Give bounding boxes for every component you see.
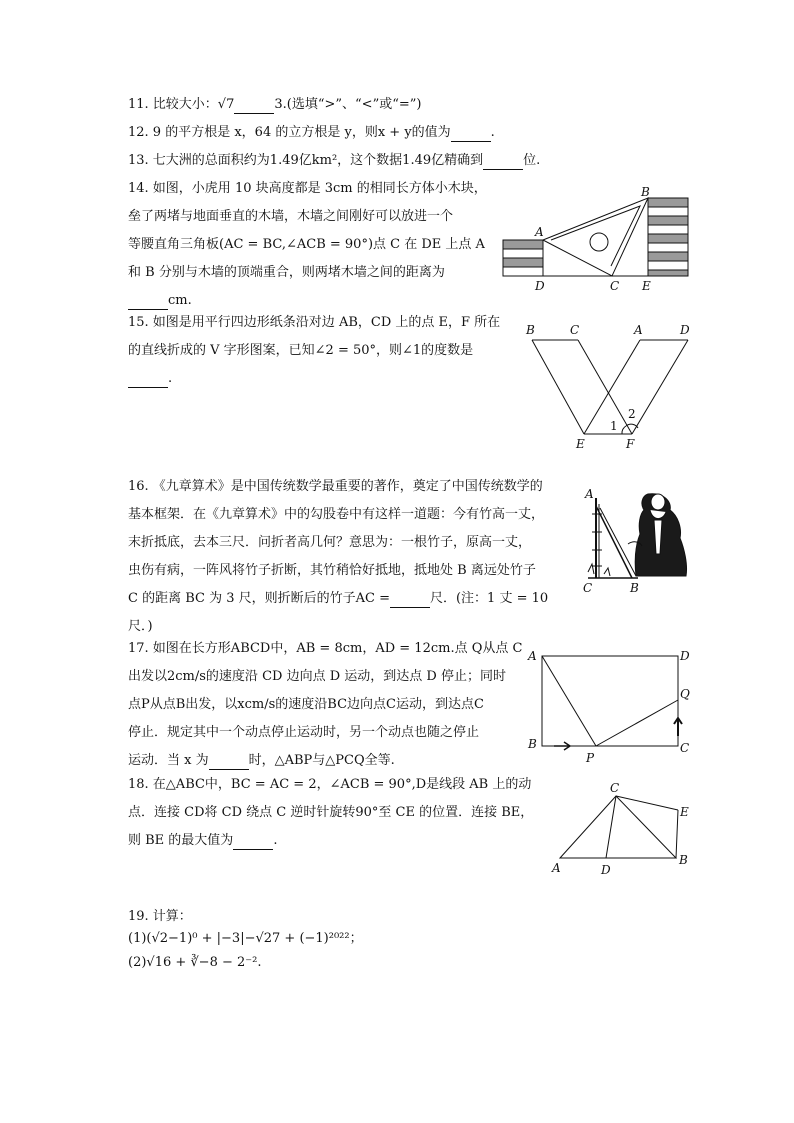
q12-answer-blank[interactable] [451, 127, 491, 142]
q18-line-2: 点．连接 CD将 CD 绕点 C 逆时针旋转90°至 CE 的位置．连接 BE， [128, 805, 534, 820]
q11-text-a: 11. 比较大小：√7 [128, 97, 235, 112]
label-A: A [585, 487, 594, 501]
figure-18 [546, 782, 696, 882]
arrow-right-icon [554, 742, 570, 750]
question-12 [128, 124, 495, 142]
q17-line-2: 出发以2cm/s的速度沿 CD 边向点 D 运动，到达点 D 停止；同时 [128, 669, 506, 684]
q17-line-3: 点P从点B出发，以xcm/s的速度沿BC边向点C运动，到达点C [128, 697, 484, 712]
right-wall [648, 198, 688, 276]
q17-line-1: 17. 如图在长方形ABCD中，AB = 8cm，AD = 12cm.点 Q从点 C [128, 641, 523, 656]
q14-line-1: 14. 如图，小虎用 10 块高度都是 3cm 的相同长方体小木块， [128, 181, 487, 196]
question-18 [128, 776, 533, 860]
label-angle-1: 1 [610, 419, 618, 433]
q15-answer-blank[interactable] [128, 373, 168, 388]
segment-PQ [596, 700, 678, 746]
q15-line-3 [128, 370, 500, 398]
label-A: A [535, 225, 544, 239]
label-A: A [552, 861, 561, 875]
q17-line-4: 停止．规定其中一个动点停止运动时，另一个动点也随之停止 [128, 725, 480, 740]
label-B: B [526, 323, 535, 337]
label-A: A [528, 649, 537, 663]
q18-line-3-a: 则 BE 的最大值为 [128, 833, 234, 848]
question-14 [128, 180, 487, 320]
board-hole [590, 233, 608, 251]
label-C: C [680, 741, 690, 755]
arrow-up-icon [674, 718, 682, 736]
q16-line-5-a: C 的距离 BC 为 3 尺，则折断后的竹子AC = [128, 591, 390, 606]
label-D: D [601, 863, 611, 877]
q16-line-2: 基本框架．在《九章算术》中的勾股卷中有这样一道题：今有竹高一丈， [128, 507, 545, 522]
q17-line-5-b: 时，△ABP与△PCQ全等. [248, 753, 395, 768]
question-11 [128, 96, 421, 114]
figure-17 [524, 644, 696, 764]
q11-answer-blank[interactable] [234, 99, 274, 114]
label-C: C [610, 279, 620, 292]
figure-16 [580, 484, 696, 598]
q13-text-b: 位. [523, 153, 541, 168]
q17-line-5-a: 运动．当 x 为 [128, 753, 209, 768]
q14-answer-blank[interactable] [128, 295, 168, 310]
q13-answer-blank[interactable] [483, 155, 523, 170]
segment-BE [676, 810, 678, 858]
question-13 [128, 152, 540, 170]
bamboo-illustration [588, 498, 638, 578]
q16-line-4: 虫伤有病，一阵风将竹子折断，其竹稍恰好抵地，抵地处 B 离远处竹子 [128, 563, 536, 578]
label-D: D [680, 649, 690, 663]
angle-1-arc [622, 426, 626, 434]
q14-line-3: 等腰直角三角板(AC = BC,∠ACB = 90°)点 C 在 DE 上点 A [128, 237, 485, 252]
label-E: E [680, 805, 689, 819]
q14-line-4: 和 B 分别与木墙的顶端重合，则两堵木墙之间的距离为 [128, 265, 445, 280]
q18-line-3 [128, 832, 533, 860]
label-E: E [576, 437, 585, 451]
q12-text-b: . [490, 125, 495, 140]
strip-left-outer [532, 340, 584, 434]
q15-line-1: 15. 如图是用平行四边形纸条沿对边 AB，CD 上的点 E，F 所在 [128, 315, 501, 330]
label-angle-2: 2 [628, 407, 636, 421]
left-wall [503, 240, 543, 276]
q16-line-3: 末折抵底，去本三尺．问折者高几何？意思为：一根竹子，原高一丈， [128, 535, 532, 550]
label-A: A [634, 323, 643, 337]
scholar-figure [628, 494, 687, 576]
q16-answer-blank[interactable] [390, 593, 430, 608]
question-17 [128, 640, 522, 780]
label-Q: Q [680, 687, 690, 701]
q16-line-5-b: 尺．(注：1 丈 = 10 [429, 591, 549, 606]
q13-text-a: 13. 七大洲的总面积约为1.49亿km²，这个数据1.49亿精确到 [128, 153, 484, 168]
label-D: D [535, 279, 545, 292]
rectangle-ABCD [542, 656, 678, 746]
label-E: E [642, 279, 651, 292]
q15-line-3-text: . [168, 371, 173, 386]
figure-15 [522, 320, 694, 456]
q18-answer-blank[interactable] [233, 835, 273, 850]
label-B: B [641, 186, 650, 199]
q19-part-1: (1)(√2−1)⁰ + |−3|−√27 + (−1)²⁰²²； [128, 931, 363, 946]
q14-line-5-text: cm. [168, 293, 192, 308]
strip-right-outer [632, 340, 688, 434]
label-B: B [528, 737, 537, 751]
label-C: C [570, 323, 580, 337]
segment-AP [542, 656, 596, 746]
label-D: D [680, 323, 690, 337]
q19-part-2: (2)√16 + ∛−8 − 2⁻². [128, 955, 262, 970]
q16-line-6: 尺．) [128, 619, 153, 634]
label-B: B [679, 853, 688, 867]
q12-text-a: 12. 9 的平方根是 x，64 的立方根是 y，则x + y的值为 [128, 125, 451, 140]
question-16 [128, 478, 548, 646]
q16-line-1: 16. 《九章算术》是中国传统数学最重要的著作，奠定了中国传统数学的 [128, 479, 543, 494]
label-C: C [610, 782, 620, 795]
q11-text-b: 3.(选填“>”、“<”或“=”) [274, 97, 422, 112]
label-B: B [630, 581, 639, 595]
segment-CE [616, 796, 678, 810]
label-C: C [583, 581, 593, 595]
q18-line-3-b: . [273, 833, 278, 848]
question-15 [128, 314, 500, 398]
label-P: P [586, 751, 595, 764]
label-F: F [626, 437, 635, 451]
question-19 [128, 908, 363, 982]
q16-line-5 [128, 590, 548, 618]
q19-title: 19. 计算： [128, 909, 192, 924]
q14-line-2: 垒了两堵与地面垂直的木墙，木墙之间刚好可以放进一个 [128, 209, 454, 224]
figure-14 [495, 186, 695, 292]
q18-line-1: 18. 在△ABC中，BC = AC = 2，∠ACB = 90°,D是线段 AB 上的动 [128, 777, 532, 792]
strip-left-inner [578, 340, 632, 434]
q17-answer-blank[interactable] [209, 755, 249, 770]
q15-line-2: 的直线折成的 V 字形图案，已知∠2 = 50°，则∠1的度数是 [128, 343, 474, 358]
